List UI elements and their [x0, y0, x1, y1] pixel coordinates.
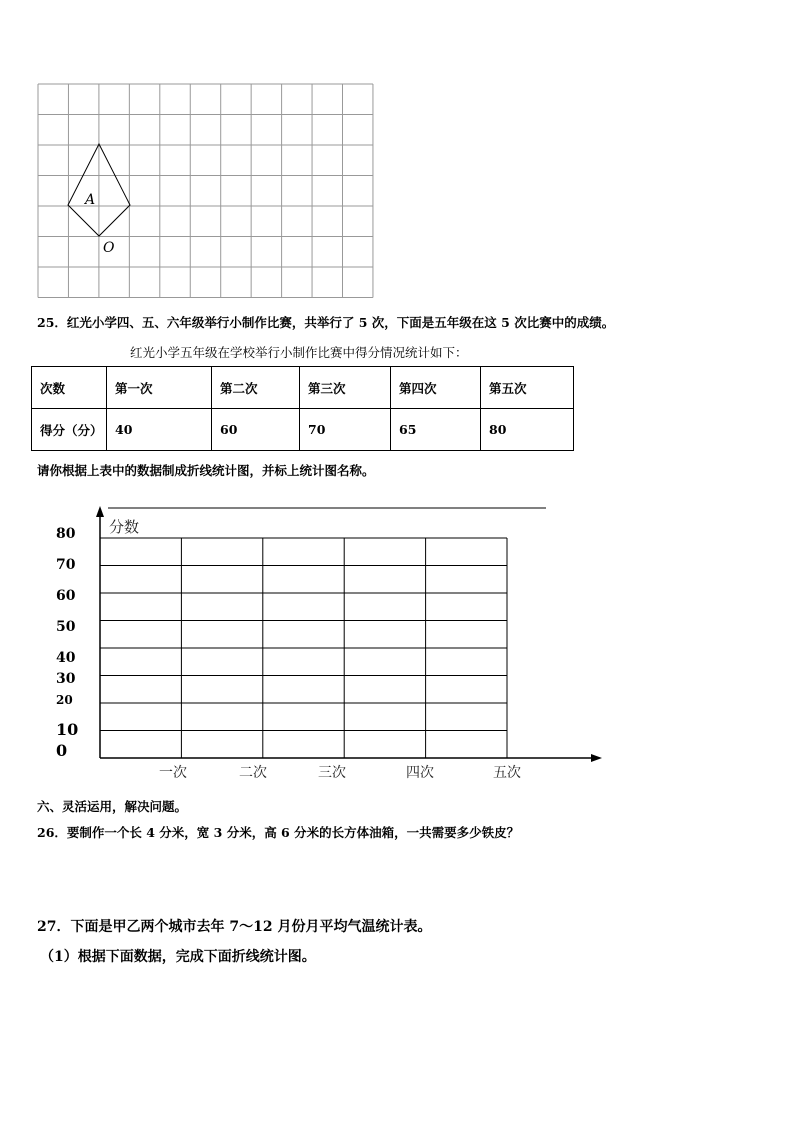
- x-tick-label: 二次: [239, 765, 267, 781]
- q25-text: 25．红光小学四、五、六年级举行小制作比赛，共举行了 5 次，下面是五年级在这 5 次比赛中的成绩。: [37, 315, 615, 330]
- x-axis-arrow-icon: [591, 754, 602, 762]
- section6-title: 六、灵活运用，解决问题。: [37, 799, 188, 814]
- x-tick-label: 五次: [493, 765, 521, 781]
- y-axis-arrow-icon: [96, 506, 104, 517]
- table-cell: 80: [481, 409, 574, 451]
- table-row-scores: [32, 409, 574, 451]
- chart-grid: [100, 538, 507, 758]
- table-cell: 40: [107, 409, 212, 451]
- table-row-header: [32, 367, 574, 409]
- table-cell: 第四次: [391, 367, 481, 409]
- q26-text: 26．要制作一个长 4 分米，宽 3 分米，高 6 分米的长方体油箱，一共需要多少铁皮？: [37, 825, 520, 840]
- y-tick-label: 20: [56, 693, 73, 707]
- table-cell: 60: [212, 409, 300, 451]
- y-tick-label: 30: [56, 671, 76, 687]
- y-tick-label: 50: [56, 619, 76, 635]
- line-chart: [0, 495, 620, 795]
- table-cell: 次数: [32, 367, 107, 409]
- y-tick-label: 80: [56, 526, 76, 542]
- table-cell: 65: [391, 409, 481, 451]
- table-cell: 第一次: [107, 367, 212, 409]
- q27-text: 27．下面是甲乙两个城市去年 7～12 月份月平均气温统计表。: [37, 919, 432, 935]
- q25-table-caption: 红光小学五年级在学校举行小制作比赛中得分情况统计如下：: [130, 345, 468, 360]
- table-cell: 70: [300, 409, 391, 451]
- score-table: [31, 366, 574, 451]
- y-tick-label: 70: [56, 557, 76, 573]
- label-o: O: [103, 240, 115, 256]
- x-tick-label: 三次: [318, 765, 346, 781]
- label-a: A: [85, 192, 96, 208]
- q25-instruction: 请你根据上表中的数据制成折线统计图，并标上统计图名称。: [37, 463, 375, 478]
- y-tick-label: 60: [56, 588, 76, 604]
- table-cell: 第三次: [300, 367, 391, 409]
- grid-figure: [36, 83, 374, 300]
- x-tick-label: 一次: [159, 765, 187, 781]
- x-tick-label: 四次: [406, 765, 434, 781]
- y-axis-label: 分数: [109, 518, 140, 536]
- y-tick-label: 10: [56, 720, 79, 739]
- q27-sub1: （1）根据下面数据，完成下面折线统计图。: [40, 949, 316, 965]
- y-tick-label: 0: [56, 741, 68, 760]
- y-tick-label: 40: [56, 650, 76, 666]
- table-cell: 第五次: [481, 367, 574, 409]
- table-cell: 得分（分）: [32, 409, 107, 451]
- grid-lines: [38, 84, 373, 298]
- table-cell: 第二次: [212, 367, 300, 409]
